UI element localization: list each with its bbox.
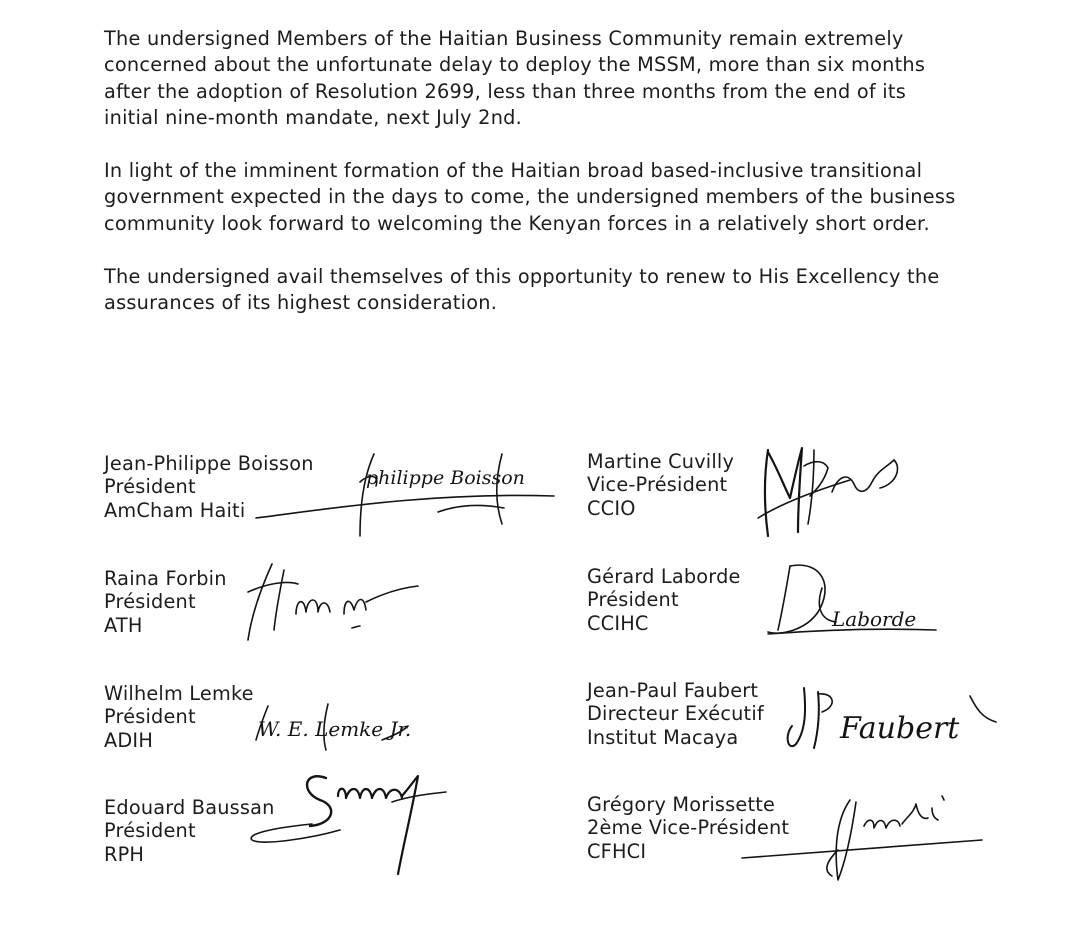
signatory-title: Vice-Président — [587, 473, 728, 497]
signatory-organization: AmCham Haiti — [104, 498, 246, 522]
signature-lemke — [252, 696, 417, 758]
paragraph-1 — [104, 26, 984, 131]
paragraph-3 — [104, 264, 984, 317]
signature-morissette — [738, 790, 986, 886]
signatory-title: Président — [104, 590, 196, 614]
text-line: after the adoption of Resolution 2699, less than three months from the end of its — [104, 79, 907, 103]
signatory-lemke — [104, 682, 254, 752]
signatory-title: 2ème Vice-Président — [587, 816, 790, 840]
signatory-name: Wilhelm Lemke — [104, 682, 254, 705]
signature-forbin — [240, 556, 425, 652]
signature-laborde — [760, 556, 942, 642]
text-line: assurances of its highest consideration. — [104, 291, 498, 315]
signatory-name: Raina Forbin — [104, 567, 227, 590]
signatory-title: Président — [104, 705, 196, 729]
signatory-faubert — [587, 679, 764, 749]
signatory-organization: Institut Macaya — [587, 725, 739, 749]
signatory-organization: CCIHC — [587, 611, 649, 635]
paragraph-2 — [104, 158, 984, 237]
text-line: The undersigned Members of the Haitian Business Community remain extremely — [104, 27, 904, 50]
signatory-title: Président — [104, 819, 196, 843]
signatory-name: Edouard Baussan — [104, 796, 275, 819]
text-line: initial nine-month mandate, next July 2nd. — [104, 105, 523, 129]
text-line: community look forward to welcoming the Kenyan forces in a relatively short order. — [104, 211, 930, 235]
signatory-organization: CCIO — [587, 496, 636, 520]
signature-faubert-text: Faubert — [840, 711, 960, 746]
signatory-title: Président — [587, 588, 679, 612]
signature-cuvilly — [754, 436, 914, 548]
signatory-organization: ATH — [104, 613, 143, 637]
signatory-laborde — [587, 565, 741, 635]
text-line: The undersigned avail themselves of this opportunity to renew to His Excellency the — [104, 265, 940, 288]
signatory-organization: ADIH — [104, 728, 154, 752]
signatory-name: Martine Cuvilly — [587, 450, 735, 473]
signatory-organization: CFHCI — [587, 839, 647, 863]
text-line: concerned about the unfortunate delay to deploy the MSSM, more than six months — [104, 53, 926, 77]
text-line: In light of the imminent formation of the Haitian broad based-inclusive transitional — [104, 159, 923, 182]
text-line: government expected in the days to come, the undersigned members of the business — [104, 185, 956, 209]
signature-boisson-text: philippe Boisson — [366, 467, 525, 489]
signature-baussan — [242, 766, 454, 882]
signatory-name: Grégory Morissette — [587, 793, 776, 816]
signature-lemke-text: W. E. Lemke Jr. — [258, 717, 412, 741]
signature-boisson — [250, 446, 560, 550]
signatory-title: Président — [104, 475, 196, 499]
signatory-name: Gérard Laborde — [587, 565, 741, 588]
signature-laborde-text: Laborde — [832, 607, 917, 631]
signatory-title: Directeur Exécutif — [587, 702, 764, 726]
signature-faubert — [782, 682, 1006, 754]
signatory-name: Jean-Philippe Boisson — [104, 452, 314, 475]
signatory-forbin — [104, 567, 227, 637]
signatory-organization: RPH — [104, 842, 145, 866]
signatory-name: Jean-Paul Faubert — [587, 679, 759, 702]
signatory-cuvilly — [587, 450, 734, 520]
